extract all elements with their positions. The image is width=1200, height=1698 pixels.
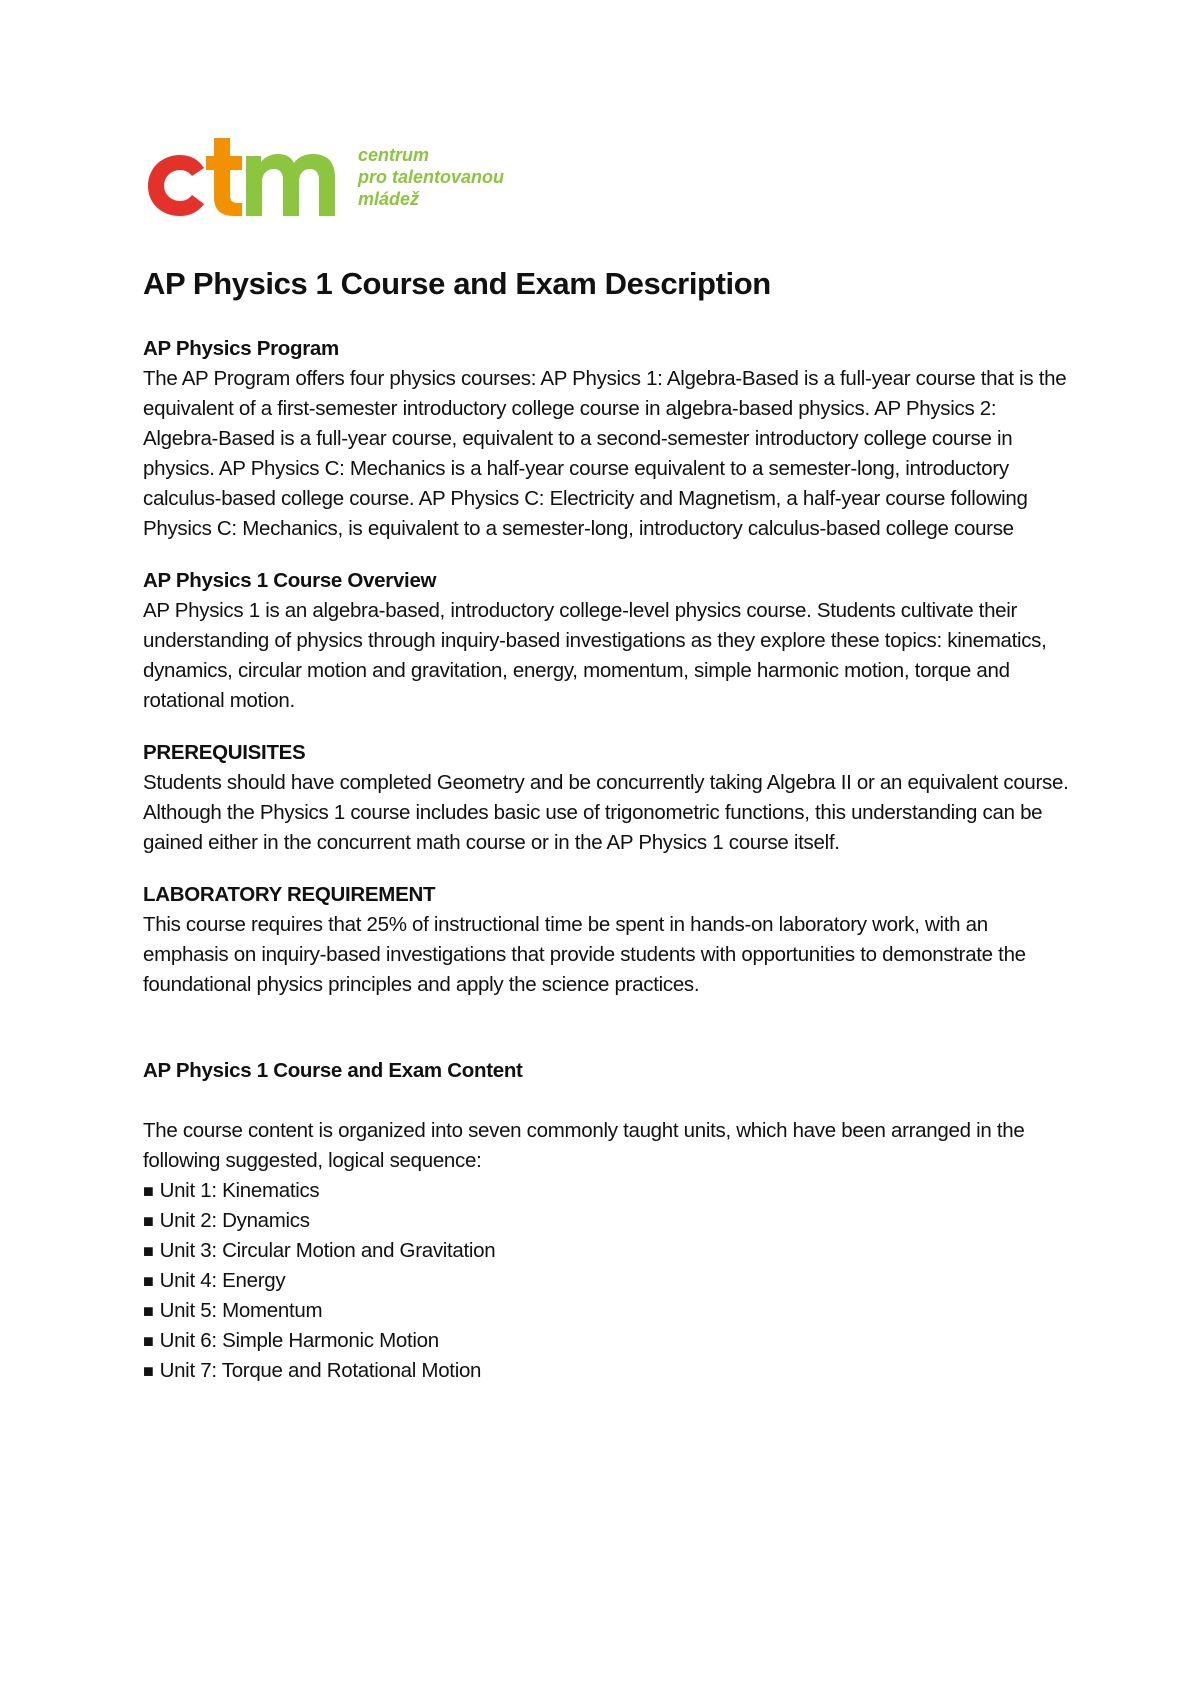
unit-list-item bbox=[143, 1296, 1073, 1326]
logo-text-line-1: centrum bbox=[358, 145, 430, 165]
section-title: PREREQUISITES bbox=[143, 741, 306, 764]
unit-list-item bbox=[143, 1236, 1073, 1266]
section-ap-physics-program bbox=[143, 334, 1073, 544]
logo-text bbox=[358, 144, 504, 210]
bullet-square-icon: ■ bbox=[143, 1301, 154, 1321]
section-laboratory-requirement bbox=[143, 880, 1073, 1000]
unit-list bbox=[143, 1176, 1073, 1386]
section-body: AP Physics 1 is an algebra-based, introductory college-level physics course. Students cultivate their understanding of physics through inquiry-based investigations as they explore these topics: kinematics, dynamics, circular motion and gravitation, energy, momentum, simple harmonic motion, torque and rotational motion. bbox=[143, 599, 1047, 712]
unit-list-item bbox=[143, 1206, 1073, 1236]
section-prerequisites bbox=[143, 738, 1073, 858]
section-title: AP Physics 1 Course and Exam Content bbox=[143, 1059, 523, 1082]
bullet-square-icon: ■ bbox=[143, 1211, 154, 1231]
section-body: Students should have completed Geometry and be concurrently taking Algebra II or an equivalent course. Although the Physics 1 course includes basic use of trigonometric functions, this understanding can be gained either in the concurrent math course or in the AP Physics 1 course itself. bbox=[143, 771, 1069, 854]
bullet-square-icon: ■ bbox=[143, 1361, 154, 1381]
bullet-square-icon: ■ bbox=[143, 1271, 154, 1291]
section-course-overview bbox=[143, 566, 1073, 716]
section-body: This course requires that 25% of instructional time be spent in hands-on laboratory work, with an emphasis on inquiry-based investigations that provide students with opportunities to demonstrate the foundational physics principles and apply the science practices. bbox=[143, 913, 1026, 996]
section-title: AP Physics Program bbox=[143, 337, 339, 360]
unit-label: Unit 4: Energy bbox=[159, 1269, 286, 1292]
unit-label: Unit 2: Dynamics bbox=[159, 1209, 310, 1232]
unit-label: Unit 7: Torque and Rotational Motion bbox=[159, 1359, 482, 1382]
logo-letter-t bbox=[206, 138, 242, 216]
content-intro: The course content is organized into seven commonly taught units, which have been arranged in the following suggested, logical sequence: bbox=[143, 1119, 1025, 1172]
unit-list-item bbox=[143, 1326, 1073, 1356]
section-title: LABORATORY REQUIREMENT bbox=[143, 883, 436, 906]
unit-label: Unit 1: Kinematics bbox=[159, 1179, 320, 1202]
logo-letter-m bbox=[246, 154, 335, 216]
logo-letter-c bbox=[148, 155, 204, 216]
unit-label: Unit 6: Simple Harmonic Motion bbox=[159, 1329, 439, 1352]
document-content bbox=[143, 262, 1073, 1408]
unit-label: Unit 5: Momentum bbox=[159, 1299, 323, 1322]
section-title: AP Physics 1 Course Overview bbox=[143, 569, 437, 592]
ctm-logo-mark bbox=[142, 134, 352, 224]
unit-list-item bbox=[143, 1266, 1073, 1296]
section-course-content bbox=[143, 1056, 1073, 1386]
bullet-square-icon: ■ bbox=[143, 1331, 154, 1351]
bullet-square-icon: ■ bbox=[143, 1241, 154, 1261]
unit-list-item bbox=[143, 1356, 1073, 1386]
unit-label: Unit 3: Circular Motion and Gravitation bbox=[159, 1239, 496, 1262]
unit-list-item bbox=[143, 1176, 1073, 1206]
bullet-square-icon: ■ bbox=[143, 1181, 154, 1201]
section-body: The AP Program offers four physics courses: AP Physics 1: Algebra-Based is a full-year course that is the equivalent of a first-semester introductory college course in algebra-based physics. AP Physics 2: Algebra-Based is a full-year course, equivalent to a second-semester introductory college course in physics. AP Physics C: Mechanics is a half-year course equivalent to a semester-long, introductory calculus-based college course. AP Physics C: Electricity and Magnetism, a half-year course following Physics C: Mechanics, is equivalent to a semester-long, introductory calculus-based college course bbox=[143, 367, 1067, 540]
logo-text-line-3: mládež bbox=[358, 189, 420, 209]
ctm-logo bbox=[142, 134, 562, 224]
document-title: AP Physics 1 Course and Exam Description bbox=[143, 266, 771, 301]
logo-text-line-2: pro talentovanou bbox=[358, 167, 505, 187]
